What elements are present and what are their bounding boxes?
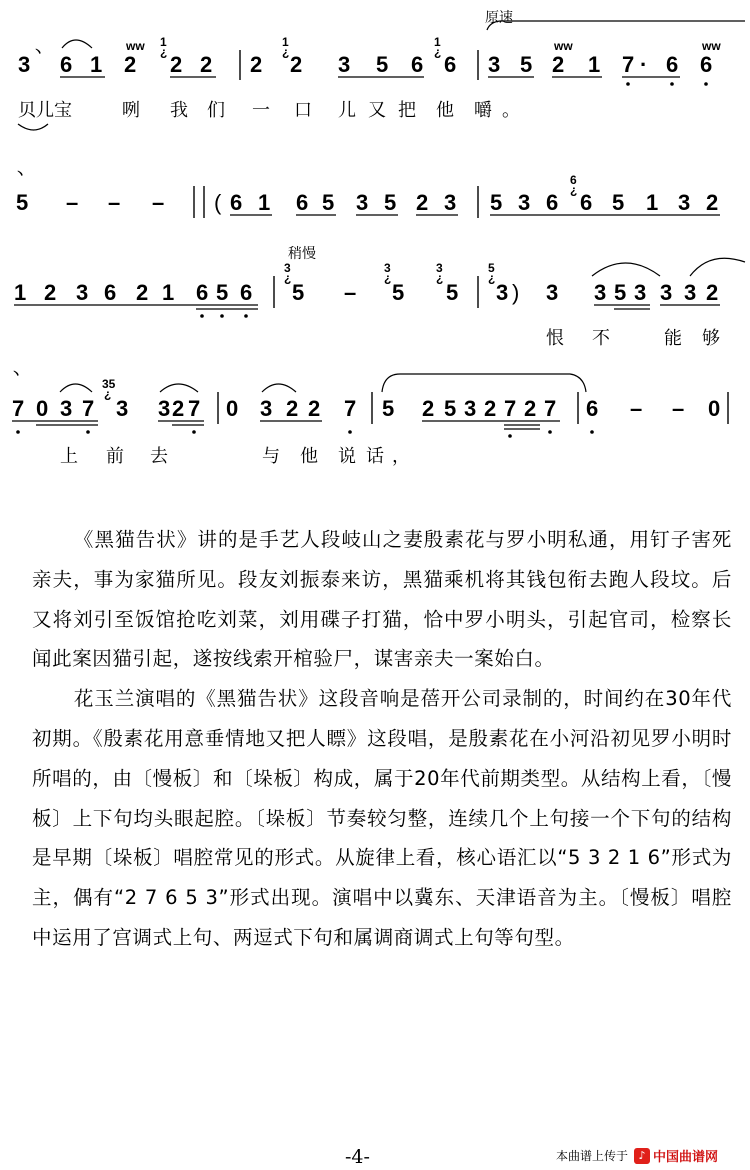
svg-text:–: – (108, 190, 121, 215)
svg-text:¿: ¿ (282, 45, 290, 59)
svg-text:5: 5 (444, 396, 457, 421)
svg-text:6: 6 (666, 52, 679, 77)
svg-text:5: 5 (612, 190, 625, 215)
svg-text:¿: ¿ (488, 271, 496, 285)
svg-text:3: 3 (436, 261, 443, 275)
svg-text:3: 3 (158, 396, 171, 421)
svg-text:2: 2 (250, 52, 263, 77)
score-line-4 (10, 367, 728, 467)
svg-text:2: 2 (706, 280, 719, 305)
svg-text:0: 0 (36, 396, 49, 421)
svg-text:¿: ¿ (284, 271, 292, 285)
svg-text:3: 3 (488, 52, 501, 77)
svg-text:2: 2 (484, 396, 497, 421)
svg-text:2: 2 (422, 396, 435, 421)
score-line-3 (14, 245, 745, 349)
svg-text:–: – (630, 396, 643, 421)
svg-text:5: 5 (446, 280, 459, 305)
svg-text:5: 5 (216, 280, 229, 305)
upload-footer (556, 1146, 718, 1165)
svg-text:2: 2 (524, 396, 537, 421)
svg-text:2: 2 (124, 52, 137, 77)
svg-text:把: 把 (398, 100, 416, 121)
svg-text:儿: 儿 (338, 100, 356, 121)
commentary-paragraph-2: 花玉兰演唱的《黑猫告状》这段音响是蓓开公司录制的，时间约在30年代初期。《殷素花用意垂情地又把人瞟》这段唱，是殷素花在小河沿初见罗小明时所唱的，由〔慢板〕和〔垛板〕构成，属于20年代前期类型。从结构上看，〔慢板〕上下句均头眼起腔。〔垛板〕节奏较匀整，连续几个上句接一个下句的结构是早期〔垛板〕唱腔常见的形式。从旋律上看，核心语汇以“5 3 2 1 6”形式为主，偶有“2 7 6 5 3”形式出现。演唱中以冀东、天津语音为主。〔慢板〕唱腔中运用了宫调式上句、两逗式下句和属调商调式上句等句型。 (32, 687, 732, 949)
svg-text:我: 我 (170, 100, 188, 121)
svg-text:3: 3 (284, 261, 291, 275)
svg-text:6: 6 (230, 190, 243, 215)
svg-text:7: 7 (544, 396, 557, 421)
svg-text:3: 3 (384, 261, 391, 275)
svg-text:6: 6 (700, 52, 713, 77)
svg-text:1: 1 (14, 280, 27, 305)
svg-text:恨: 恨 (546, 328, 564, 349)
svg-text:7: 7 (344, 396, 357, 421)
svg-text:5: 5 (520, 52, 533, 77)
svg-text:能: 能 (664, 328, 682, 349)
upload-note: 本曲谱上传于 (556, 1149, 629, 1163)
tempo-mark-shaoman: 稍慢 (288, 246, 316, 262)
svg-text:(: ( (214, 190, 222, 215)
svg-text:7: 7 (12, 396, 25, 421)
music-note-icon: ♪ (634, 1148, 650, 1164)
svg-text:2: 2 (706, 190, 719, 215)
svg-text:3: 3 (594, 280, 607, 305)
site-name: 中国曲谱网 (653, 1150, 719, 1165)
svg-text:2: 2 (286, 396, 299, 421)
svg-text:6: 6 (411, 52, 424, 77)
svg-text:说: 说 (338, 446, 356, 467)
svg-text:2: 2 (290, 52, 303, 77)
svg-text:ww: ww (702, 39, 721, 53)
svg-text:3: 3 (338, 52, 351, 77)
svg-text:1: 1 (282, 35, 289, 49)
svg-text:3: 3 (546, 280, 559, 305)
svg-text:口: 口 (294, 100, 312, 121)
svg-text:2: 2 (44, 280, 57, 305)
svg-text:1: 1 (588, 52, 601, 77)
svg-text:1: 1 (162, 280, 175, 305)
svg-text:2: 2 (200, 52, 213, 77)
svg-text:5: 5 (322, 190, 335, 215)
score-line-1 (18, 9, 745, 130)
svg-text:5: 5 (392, 280, 405, 305)
svg-text:ww: ww (126, 39, 145, 53)
svg-text:6: 6 (104, 280, 117, 305)
svg-text:6: 6 (546, 190, 559, 215)
svg-text:丶: 丶 (10, 367, 23, 381)
svg-text:3: 3 (496, 280, 509, 305)
svg-text:3: 3 (60, 396, 73, 421)
svg-text:2: 2 (308, 396, 321, 421)
commentary-paragraph-1: 《黑猫告状》讲的是手艺人段岐山之妻殷素花与罗小明私通，用钉子害死亲夫，事为家猫所见。段友刘振泰来访，黑猫乘机将其钱包衔去跑人段坟。后又将刘引至饭馆抢吃刘菜，刘用碟子打猫，恰中罗小明头，引起官司，检察长闻此案因猫引起，遂按线索开棺验尸，谋害亲夫一案始白。 (32, 528, 732, 671)
site-logo[interactable] (634, 1146, 718, 1165)
svg-text:一: 一 (252, 100, 270, 121)
svg-text:丶: 丶 (32, 45, 45, 59)
svg-text:7: 7 (504, 396, 517, 421)
svg-text:ww: ww (554, 39, 573, 53)
svg-text:–: – (672, 396, 685, 421)
svg-text:7: 7 (622, 52, 635, 77)
commentary-text (32, 520, 732, 958)
svg-text:2: 2 (552, 52, 565, 77)
svg-text:5: 5 (614, 280, 627, 305)
svg-text:上: 上 (60, 446, 78, 467)
svg-text:2: 2 (170, 52, 183, 77)
svg-text:3: 3 (76, 280, 89, 305)
svg-text:前: 前 (106, 446, 124, 467)
svg-text:够: 够 (702, 328, 720, 349)
svg-text:5: 5 (488, 261, 495, 275)
tempo-mark-yuansu: 原速 (485, 10, 513, 26)
svg-text:3: 3 (634, 280, 647, 305)
svg-text:。: 。 (502, 100, 520, 121)
svg-text:5: 5 (16, 190, 29, 215)
svg-text:–: – (344, 280, 357, 305)
svg-text:5: 5 (490, 190, 503, 215)
svg-text:6: 6 (60, 52, 73, 77)
svg-text:3: 3 (660, 280, 673, 305)
svg-text:他: 他 (436, 100, 454, 121)
svg-text:5: 5 (292, 280, 305, 305)
svg-text:3: 3 (678, 190, 691, 215)
svg-text:5: 5 (382, 396, 395, 421)
svg-text:¿: ¿ (436, 271, 444, 285)
svg-text:与: 与 (262, 446, 280, 467)
svg-text:3: 3 (684, 280, 697, 305)
page-number: -4- (345, 1146, 370, 1168)
svg-text:1: 1 (258, 190, 271, 215)
svg-text:1: 1 (646, 190, 659, 215)
svg-text:¿: ¿ (434, 45, 442, 59)
svg-text:6: 6 (196, 280, 209, 305)
score-line-2 (14, 167, 720, 218)
svg-text:2: 2 (416, 190, 429, 215)
svg-text:7: 7 (188, 396, 201, 421)
svg-text:): ) (512, 280, 520, 305)
svg-text:6: 6 (586, 396, 599, 421)
svg-text:1: 1 (90, 52, 103, 77)
svg-text:·: · (640, 52, 648, 77)
svg-text:话: 话 (366, 446, 384, 467)
svg-text:7: 7 (82, 396, 95, 421)
svg-text:3: 3 (116, 396, 129, 421)
svg-text:0: 0 (226, 396, 239, 421)
svg-text:6: 6 (240, 280, 253, 305)
svg-text:3: 3 (464, 396, 477, 421)
svg-text:1: 1 (160, 35, 167, 49)
svg-text:5: 5 (384, 190, 397, 215)
svg-text:–: – (152, 190, 165, 215)
svg-text:不: 不 (592, 328, 610, 349)
svg-text:嚼: 嚼 (474, 100, 492, 121)
svg-text:他: 他 (300, 446, 318, 467)
svg-text:6: 6 (444, 52, 457, 77)
svg-text:5: 5 (376, 52, 389, 77)
svg-text:3: 3 (444, 190, 457, 215)
svg-text:35: 35 (102, 377, 116, 391)
svg-text:3: 3 (260, 396, 273, 421)
svg-text:0: 0 (708, 396, 721, 421)
svg-text:¿: ¿ (160, 45, 168, 59)
svg-text:–: – (66, 190, 79, 215)
svg-text:丶: 丶 (14, 167, 27, 181)
svg-text:6: 6 (570, 173, 577, 187)
svg-text:3: 3 (518, 190, 531, 215)
jianpu-score (0, 0, 750, 470)
svg-text:，: ， (392, 446, 410, 467)
svg-text:们: 们 (207, 100, 225, 121)
svg-text:咧: 咧 (122, 100, 140, 121)
svg-text:1: 1 (434, 35, 441, 49)
svg-text:3: 3 (356, 190, 369, 215)
svg-text:2: 2 (172, 396, 185, 421)
svg-text:2: 2 (136, 280, 149, 305)
svg-text:¿: ¿ (570, 183, 578, 197)
svg-text:3: 3 (18, 52, 31, 77)
svg-text:贝儿宝: 贝儿宝 (18, 100, 72, 121)
svg-text:去: 去 (150, 446, 168, 467)
svg-text:¿: ¿ (104, 387, 112, 401)
svg-text:又: 又 (368, 100, 386, 121)
svg-text:6: 6 (296, 190, 309, 215)
svg-text:¿: ¿ (384, 271, 392, 285)
svg-text:6: 6 (580, 190, 593, 215)
